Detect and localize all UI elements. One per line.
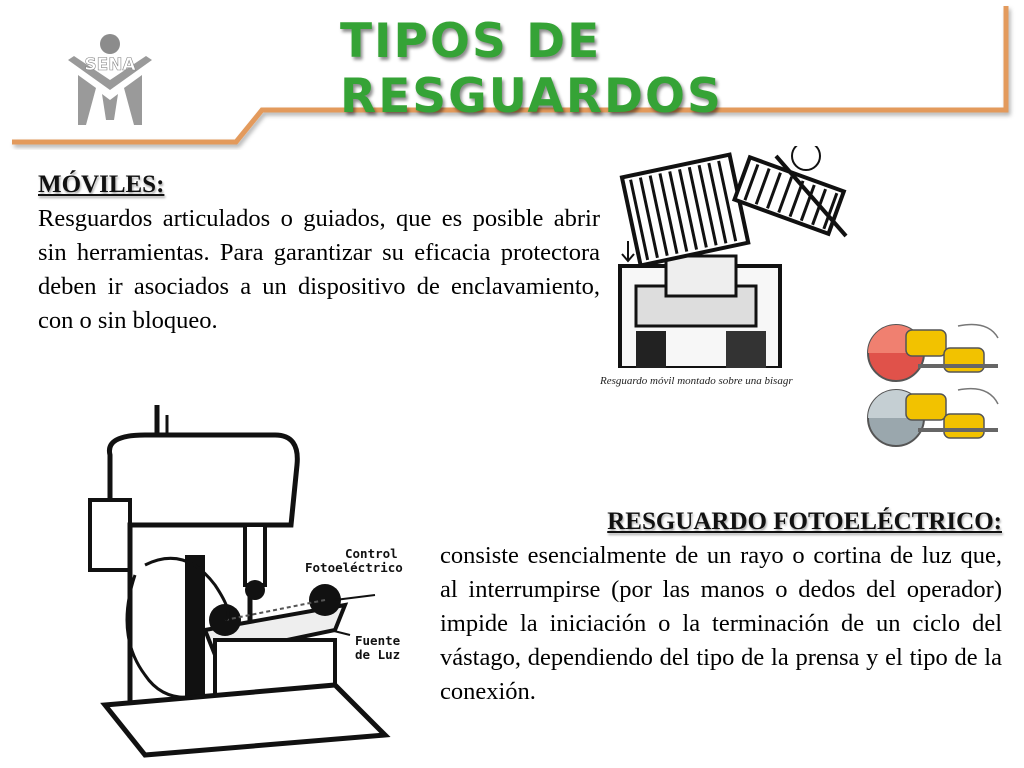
drill-press-illustration bbox=[85, 405, 415, 760]
logo-text: SENA bbox=[84, 55, 136, 75]
hinged-guard-illustration bbox=[606, 146, 854, 368]
fotoelectrico-body: consiste esencialmente de un rayo o cortina de luz que, al interrumpirse (por las manos o dedos del operador) impide la iniciación o la terminación de un ciclo del vástago, dependiendo del tipo de la prensa y el tipo de la conexión. bbox=[440, 542, 1002, 705]
fotoelectrico-section bbox=[440, 505, 1002, 709]
fotoelectrico-heading: RESGUARDO FOTOELÉCTRICO: bbox=[607, 508, 1002, 535]
moviles-heading: MÓVILES: bbox=[38, 171, 165, 198]
label-source-line-2: de Luz bbox=[355, 647, 401, 662]
label-control bbox=[305, 546, 403, 575]
saw-guard-illustration bbox=[858, 318, 1008, 452]
hinged-guard-caption: Resguardo móvil montado sobre una bisagr bbox=[600, 375, 793, 387]
label-source bbox=[355, 634, 400, 662]
moviles-body: Resguardos articulados o guiados, que es posible abrir sin herramientas. Para garantizar su eficacia protectora deben ir asociados a un dispositivo de enclavamiento, con o sin bloqueo. bbox=[38, 205, 600, 334]
label-source-line-1: Fuente bbox=[355, 633, 401, 648]
label-control-line-1: Control bbox=[345, 546, 398, 561]
sena-logo bbox=[58, 30, 162, 130]
moviles-section bbox=[38, 168, 600, 338]
page-title: TIPOS DE RESGUARDOS bbox=[340, 14, 723, 124]
label-control-line-2: Fotoeléctrico bbox=[305, 560, 403, 575]
